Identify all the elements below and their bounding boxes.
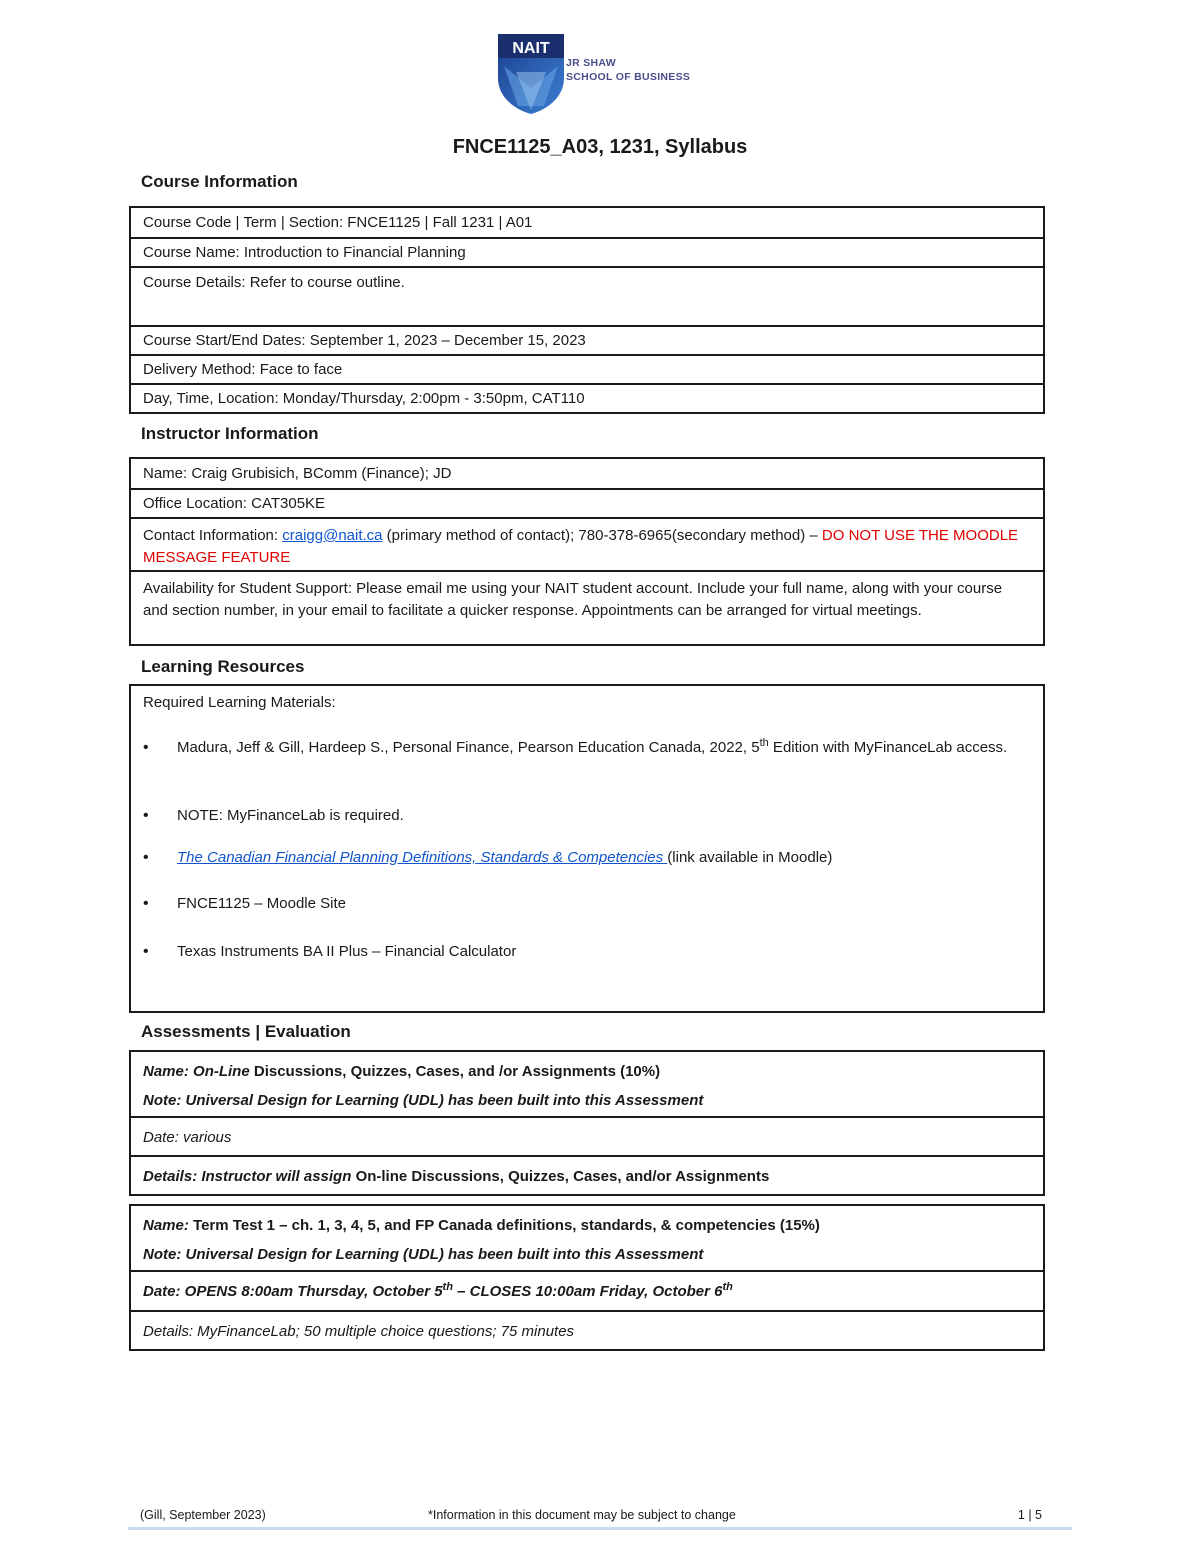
office-location-row: Office Location: CAT305KE (131, 490, 1043, 519)
course-code-row: Course Code | Term | Section: FNCE1125 | Fall 1231 | A01 (131, 208, 1043, 239)
list-item: • Madura, Jeff & Gill, Hardeep S., Personal Finance, Pearson Education Canada, 2022, 5th Edition with MyFinanceLab access. (131, 736, 1023, 760)
course-information-heading: Course Information (141, 172, 298, 191)
day-time-location-row: Day, Time, Location: Monday/Thursday, 2:00pm - 3:50pm, CAT110 (143, 390, 585, 407)
course-details-row: Course Details: Refer to course outline. (131, 268, 1043, 327)
instructor-information-table (129, 457, 1045, 646)
assessment-2-details-row: Details: MyFinanceLab; 50 multiple choice questions; 75 minutes (143, 1323, 575, 1340)
assessment-2-date-row: Date: OPENS 8:00am Thursday, October 5th – CLOSES 10:00am Friday, October 6th (131, 1272, 1043, 1312)
list-item: • FNCE1125 – Moodle Site (131, 892, 1023, 916)
footer-disclaimer: *Information in this document may be subject to change (428, 1508, 736, 1522)
bullet-icon: • (143, 807, 149, 824)
nait-shield-icon (496, 32, 566, 116)
assessment-1-table (129, 1050, 1045, 1196)
udl-note: Note: Universal Design for Learning (UDL) has been built into this Assessment (143, 1092, 704, 1109)
footer-author: (Gill, September 2023) (140, 1508, 266, 1522)
learning-resources-box (129, 684, 1045, 1013)
nait-logo (484, 28, 708, 118)
assessment-2-name-row: Name: Term Test 1 – ch. 1, 3, 4, 5, and FP Canada definitions, standards, & competencies (15%) Note: Universal Design for Learning (UDL) has been built into this Assessment (131, 1206, 1043, 1272)
list-item: • Texas Instruments BA II Plus – Financial Calculator (131, 940, 1023, 964)
bullet-icon: • (143, 739, 149, 756)
udl-note: Note: Universal Design for Learning (UDL) has been built into this Assessment (143, 1246, 704, 1263)
course-dates-row: Course Start/End Dates: September 1, 2023 – December 15, 2023 (131, 327, 1043, 356)
svg-text:NAIT: NAIT (512, 40, 550, 57)
bullet-icon: • (143, 943, 149, 960)
instructor-email-link[interactable]: craigg@nait.ca (282, 527, 383, 544)
assessment-2-table (129, 1204, 1045, 1351)
fp-canada-standards-link[interactable]: The Canadian Financial Planning Definitions, Standards & Competencies (177, 849, 668, 866)
learning-resources-heading: Learning Resources (141, 657, 305, 676)
assessment-1-date-row: Date: various (131, 1118, 1043, 1157)
assessments-heading: Assessments | Evaluation (141, 1022, 351, 1041)
bullet-icon: • (143, 895, 149, 912)
moodle-warning: DO NOT USE THE MOODLE MESSAGE FEATURE (143, 527, 1019, 566)
page-title: FNCE1125_A03, 1231, Syllabus (452, 136, 748, 158)
instructor-name-row: Name: Craig Grubisich, BComm (Finance); JD (131, 459, 1043, 490)
learning-materials-list (131, 736, 1023, 960)
page-footer (128, 1508, 1072, 1532)
availability-row: Availability for Student Support: Please email me using your NAIT student account. Include your full name, along with your course and section number, in your email to facilitate a quicker response. Appointments can be arranged for virtual meetings. (143, 580, 1003, 619)
instructor-information-heading: Instructor Information (141, 424, 319, 443)
course-name-row: Course Name: Introduction to Financial Planning (131, 239, 1043, 268)
assessment-1-name-row: Name: On-Line Discussions, Quizzes, Cases, and /or Assignments (10%) Note: Universal Design for Learning (UDL) has been built into this Assessment (131, 1052, 1043, 1118)
list-item: • The Canadian Financial Planning Definitions, Standards & Competencies (link available in Moodle) (131, 846, 1023, 870)
logo-text: JR SHAW SCHOOL OF BUSINESS (566, 57, 691, 83)
course-information-table (129, 206, 1045, 414)
required-materials-label: Required Learning Materials: (143, 694, 336, 711)
contact-information-row: Contact Information: craigg@nait.ca (primary method of contact); 780-378-6965(secondary method) – DO NOT USE THE MOODLE MESSAGE FEATURE (131, 519, 1043, 572)
list-item: • NOTE: MyFinanceLab is required. (131, 804, 1023, 828)
bullet-icon: • (143, 849, 149, 866)
page-number: 1 | 5 (1017, 1508, 1042, 1522)
assessment-1-details-row: Details: Instructor will assign On-line Discussions, Quizzes, Cases, and/or Assignments (143, 1168, 770, 1185)
delivery-method-row: Delivery Method: Face to face (131, 356, 1043, 385)
footer-divider (128, 1527, 1072, 1530)
